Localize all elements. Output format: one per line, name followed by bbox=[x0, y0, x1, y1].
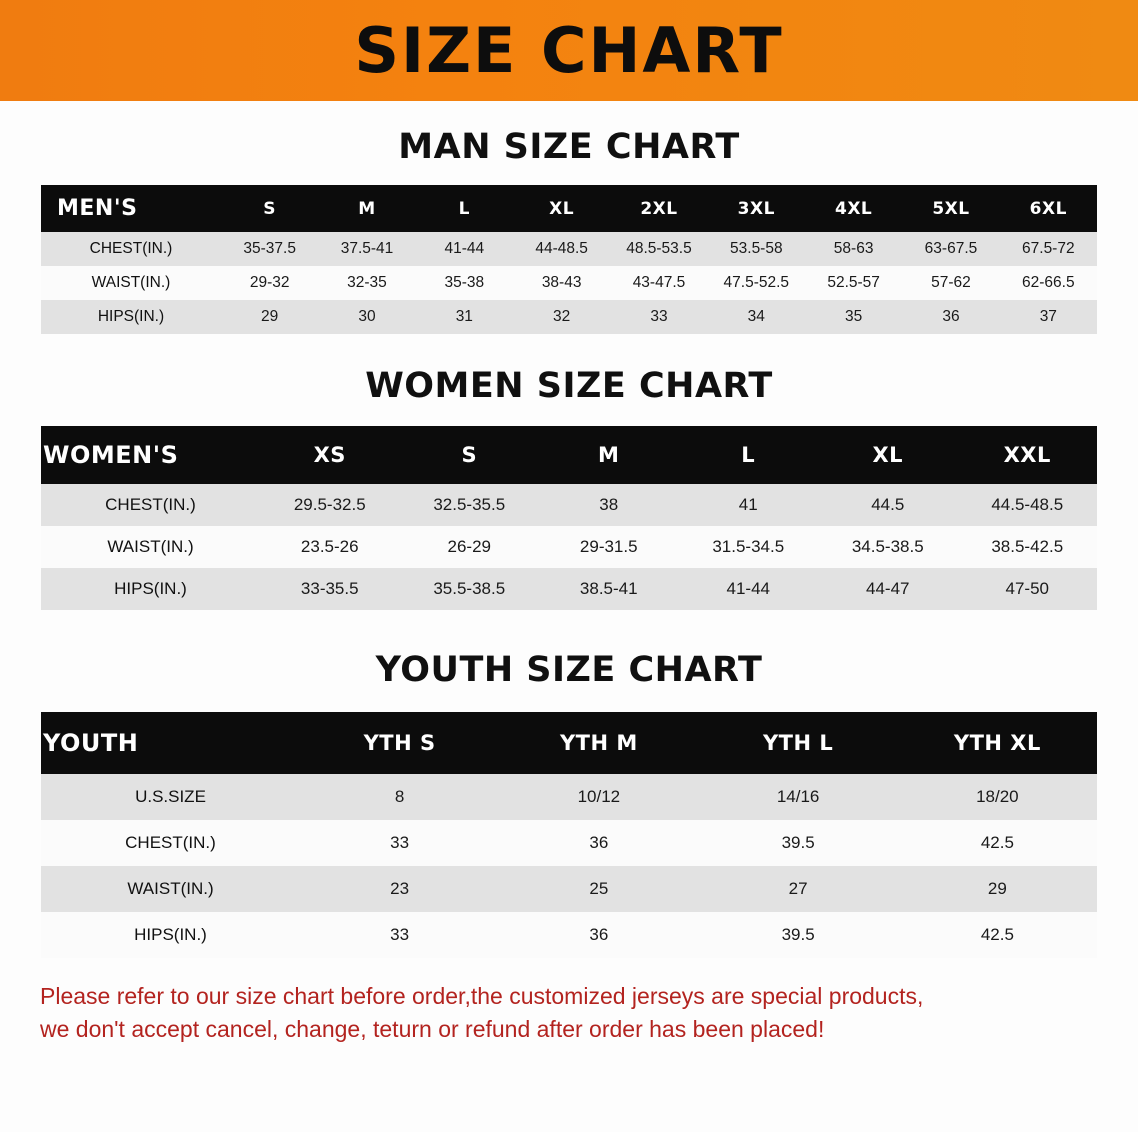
table-cell: 29 bbox=[898, 866, 1097, 912]
table-cell: 35-38 bbox=[416, 266, 513, 300]
table-row bbox=[41, 820, 1097, 866]
table-cell: 33 bbox=[610, 300, 707, 334]
table-row bbox=[41, 232, 1097, 266]
table-cell: 36 bbox=[902, 300, 999, 334]
disclaimer-line-1: Please refer to our size chart before order,the customized jerseys are special products, bbox=[40, 983, 924, 1009]
table-header-row bbox=[41, 185, 1097, 232]
table-row bbox=[41, 526, 1097, 568]
women-header-xxl: XXL bbox=[958, 426, 1098, 484]
table-row bbox=[41, 266, 1097, 300]
table-cell: 67.5-72 bbox=[1000, 232, 1097, 266]
table-cell: 25 bbox=[499, 866, 698, 912]
women-row-label: WAIST(IN.) bbox=[41, 526, 260, 568]
table-cell: 14/16 bbox=[699, 774, 898, 820]
youth-header-m: YTH M bbox=[499, 712, 698, 774]
table-cell: 32.5-35.5 bbox=[400, 484, 540, 526]
table-cell: 38.5-42.5 bbox=[958, 526, 1098, 568]
table-cell: 35.5-38.5 bbox=[400, 568, 540, 610]
youth-header-l: YTH L bbox=[699, 712, 898, 774]
men-row-label: CHEST(IN.) bbox=[41, 232, 221, 266]
men-header-3xl: 3XL bbox=[708, 185, 805, 232]
youth-row-label: U.S.SIZE bbox=[41, 774, 300, 820]
table-row bbox=[41, 484, 1097, 526]
women-section-title: WOMEN SIZE CHART bbox=[365, 366, 773, 406]
table-cell: 23.5-26 bbox=[260, 526, 400, 568]
table-cell: 18/20 bbox=[898, 774, 1097, 820]
table-cell: 27 bbox=[699, 866, 898, 912]
table-row bbox=[41, 300, 1097, 334]
table-cell: 29-32 bbox=[221, 266, 318, 300]
page-title: SIZE CHART bbox=[354, 13, 784, 87]
youth-header-xl: YTH XL bbox=[898, 712, 1097, 774]
men-header-m: M bbox=[318, 185, 415, 232]
youth-size-table bbox=[41, 712, 1097, 958]
table-row bbox=[41, 912, 1097, 958]
men-header-xl: XL bbox=[513, 185, 610, 232]
table-row bbox=[41, 774, 1097, 820]
table-cell: 29.5-32.5 bbox=[260, 484, 400, 526]
table-cell: 33 bbox=[300, 912, 499, 958]
table-cell: 26-29 bbox=[400, 526, 540, 568]
men-header-5xl: 5XL bbox=[902, 185, 999, 232]
table-cell: 38 bbox=[539, 484, 679, 526]
banner bbox=[0, 0, 1138, 101]
table-cell: 53.5-58 bbox=[708, 232, 805, 266]
table-cell: 44.5-48.5 bbox=[958, 484, 1098, 526]
table-cell: 30 bbox=[318, 300, 415, 334]
table-cell: 29-31.5 bbox=[539, 526, 679, 568]
table-cell: 35 bbox=[805, 300, 902, 334]
table-header-row bbox=[41, 426, 1097, 484]
table-cell: 41 bbox=[679, 484, 819, 526]
table-cell: 42.5 bbox=[898, 912, 1097, 958]
table-cell: 62-66.5 bbox=[1000, 266, 1097, 300]
table-cell: 31 bbox=[416, 300, 513, 334]
table-cell: 10/12 bbox=[499, 774, 698, 820]
women-header-s: S bbox=[400, 426, 540, 484]
table-cell: 63-67.5 bbox=[902, 232, 999, 266]
table-cell: 44-48.5 bbox=[513, 232, 610, 266]
table-cell: 36 bbox=[499, 820, 698, 866]
table-cell: 37.5-41 bbox=[318, 232, 415, 266]
men-header-6xl: 6XL bbox=[1000, 185, 1097, 232]
men-header-label: MEN'S bbox=[41, 185, 221, 232]
table-cell: 32-35 bbox=[318, 266, 415, 300]
men-row-label: HIPS(IN.) bbox=[41, 300, 221, 334]
women-row-label: HIPS(IN.) bbox=[41, 568, 260, 610]
youth-row-label: CHEST(IN.) bbox=[41, 820, 300, 866]
table-cell: 44-47 bbox=[818, 568, 958, 610]
table-cell: 36 bbox=[499, 912, 698, 958]
men-header-s: S bbox=[221, 185, 318, 232]
table-cell: 39.5 bbox=[699, 820, 898, 866]
man-section-title: MAN SIZE CHART bbox=[398, 127, 740, 167]
table-cell: 32 bbox=[513, 300, 610, 334]
men-header-4xl: 4XL bbox=[805, 185, 902, 232]
table-cell: 48.5-53.5 bbox=[610, 232, 707, 266]
youth-header-label: YOUTH bbox=[41, 712, 300, 774]
table-cell: 34.5-38.5 bbox=[818, 526, 958, 568]
youth-table-wrapper bbox=[41, 712, 1097, 958]
table-cell: 33 bbox=[300, 820, 499, 866]
disclaimer-line-2: we don't accept cancel, change, teturn or refund after order has been placed! bbox=[40, 1015, 825, 1042]
youth-section-title: YOUTH SIZE CHART bbox=[375, 650, 763, 690]
table-header-row bbox=[41, 712, 1097, 774]
table-cell: 41-44 bbox=[679, 568, 819, 610]
women-header-l: L bbox=[679, 426, 819, 484]
men-header-l: L bbox=[416, 185, 513, 232]
table-cell: 33-35.5 bbox=[260, 568, 400, 610]
table-cell: 38.5-41 bbox=[539, 568, 679, 610]
table-cell: 58-63 bbox=[805, 232, 902, 266]
table-cell: 39.5 bbox=[699, 912, 898, 958]
men-size-table bbox=[41, 185, 1097, 334]
table-cell: 35-37.5 bbox=[221, 232, 318, 266]
table-cell: 29 bbox=[221, 300, 318, 334]
youth-row-label: HIPS(IN.) bbox=[41, 912, 300, 958]
men-header-2xl: 2XL bbox=[610, 185, 707, 232]
table-row bbox=[41, 866, 1097, 912]
table-cell: 38-43 bbox=[513, 266, 610, 300]
women-header-m: M bbox=[539, 426, 679, 484]
table-cell: 47-50 bbox=[958, 568, 1098, 610]
table-cell: 37 bbox=[1000, 300, 1097, 334]
table-cell: 31.5-34.5 bbox=[679, 526, 819, 568]
table-cell: 43-47.5 bbox=[610, 266, 707, 300]
man-table-wrapper bbox=[41, 185, 1097, 334]
table-cell: 44.5 bbox=[818, 484, 958, 526]
men-row-label: WAIST(IN.) bbox=[41, 266, 221, 300]
table-cell: 34 bbox=[708, 300, 805, 334]
women-header-xs: XS bbox=[260, 426, 400, 484]
table-cell: 47.5-52.5 bbox=[708, 266, 805, 300]
table-cell: 52.5-57 bbox=[805, 266, 902, 300]
women-table-wrapper bbox=[41, 426, 1097, 610]
disclaimer-note bbox=[40, 980, 1108, 1045]
table-cell: 23 bbox=[300, 866, 499, 912]
women-row-label: CHEST(IN.) bbox=[41, 484, 260, 526]
table-cell: 42.5 bbox=[898, 820, 1097, 866]
women-header-label: WOMEN'S bbox=[41, 426, 260, 484]
table-cell: 41-44 bbox=[416, 232, 513, 266]
youth-row-label: WAIST(IN.) bbox=[41, 866, 300, 912]
women-header-xl: XL bbox=[818, 426, 958, 484]
table-cell: 57-62 bbox=[902, 266, 999, 300]
table-row bbox=[41, 568, 1097, 610]
women-size-table bbox=[41, 426, 1097, 610]
table-cell: 8 bbox=[300, 774, 499, 820]
youth-header-s: YTH S bbox=[300, 712, 499, 774]
